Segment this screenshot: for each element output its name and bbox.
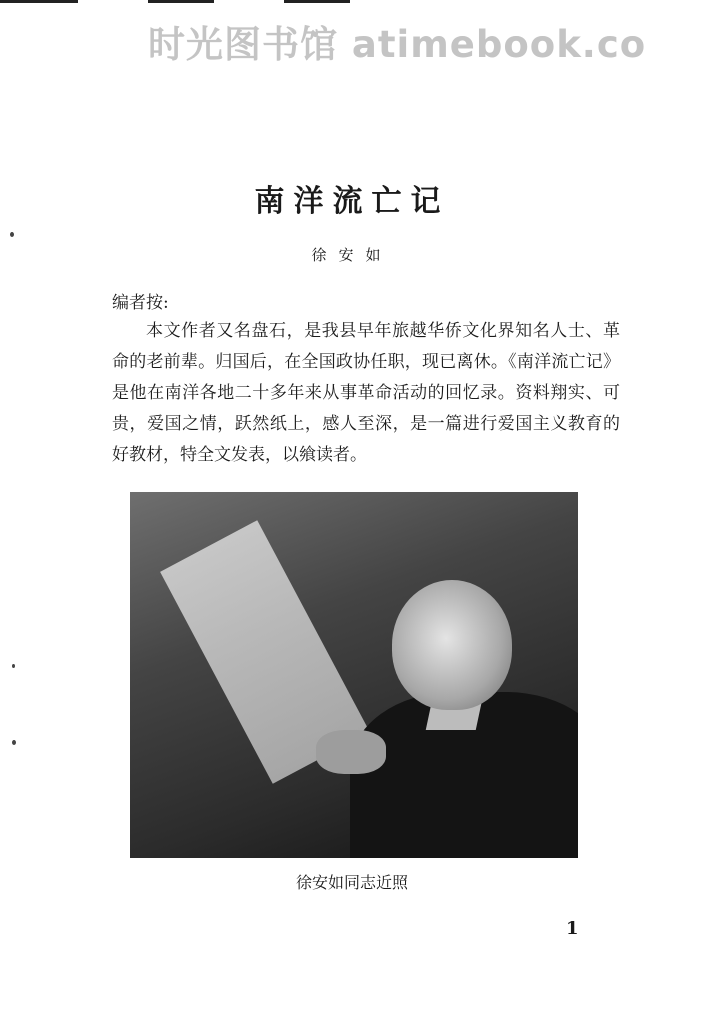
photo-caption: 徐安如同志近照 [295, 873, 408, 892]
editor-note-body: 本文作者又名盘石，是我县早年旅越华侨文化界知名人士、革命的老前辈。归国后，在全国政协任职，现已离休。《南洋流亡记》是他在南洋各地二十多年来从事革命活动的回忆录。资料翔实、可贵，爱国之情，跃然纸上，感人至深，是一篇进行爱国主义教育的好教材，特全文发表，以飨读者。 [112, 321, 620, 465]
editor-note-label: 编者按: [112, 293, 169, 313]
top-rule-3 [284, 0, 350, 3]
watermark: 时光图书馆 atimebook.co [148, 23, 647, 66]
figure-head [392, 580, 512, 710]
top-rule-1 [0, 0, 78, 3]
page-number: 1 [566, 918, 579, 939]
figure-hand [316, 730, 386, 774]
author-photo [130, 492, 578, 858]
article-author: 徐安如 [311, 246, 393, 264]
scan-speck [10, 232, 14, 237]
top-rule-2 [148, 0, 214, 3]
scan-speck [12, 740, 16, 745]
article-title: 南洋流亡记 [254, 184, 450, 219]
scan-speck [12, 664, 15, 668]
